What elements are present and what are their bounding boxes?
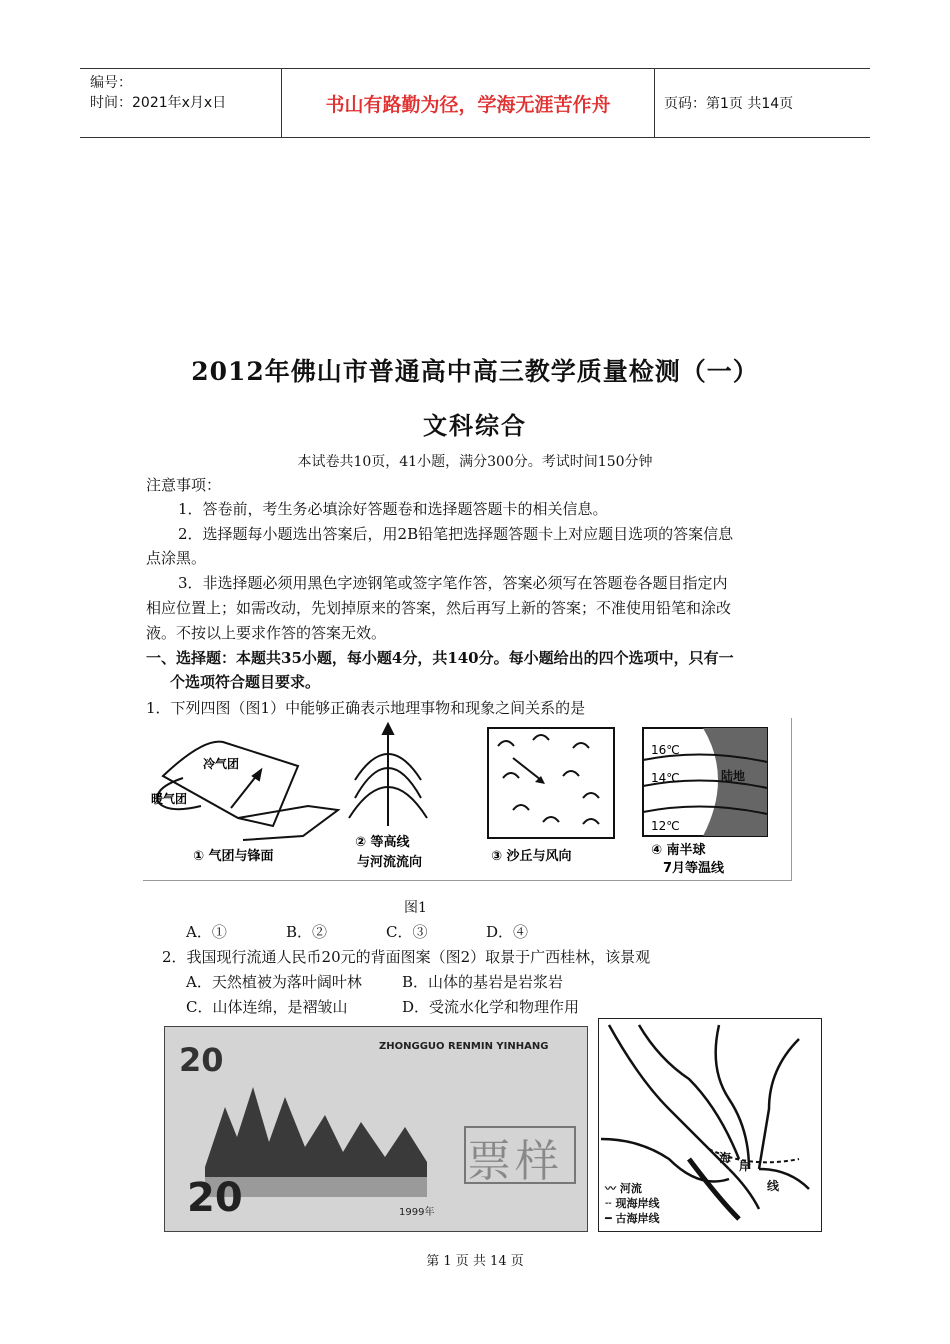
q1-option-c: C．③ xyxy=(386,923,428,941)
legend-ancient-coast: ━ 古海岸线 xyxy=(605,1212,660,1225)
q2-stem: 2．我国现行流通人民币20元的背面图案（图2）取景于广西桂林，该景观 xyxy=(162,948,651,966)
fig1-caption: 图1 xyxy=(404,900,427,916)
p2-caption-2: 与河流流向 xyxy=(357,855,423,870)
map-legend xyxy=(605,1181,659,1226)
map-label-an: 岸 xyxy=(739,1159,752,1173)
notes-heading: 注意事项： xyxy=(146,476,222,494)
map-label-hai: 海 xyxy=(719,1151,732,1165)
p3-caption: ③ 沙丘与风向 xyxy=(491,849,572,864)
q1-stem: 1．下列四图（图1）中能够正确表示地理事物和现象之间关系的是 xyxy=(146,699,586,717)
p1-caption: ① 气团与锋面 xyxy=(193,849,274,864)
figure-1 xyxy=(143,718,792,881)
note-3b: 相应位置上；如需改动，先划掉原来的答案，然后再写上新的答案；不准使用铅笔和涂改 xyxy=(146,599,732,617)
header-meta-cell xyxy=(80,69,282,137)
p4-temp-12: 12℃ xyxy=(651,819,680,833)
q2-option-d: D．受流水化学和物理作用 xyxy=(402,998,580,1016)
panel-2-contour-diagram xyxy=(349,724,427,826)
q1-option-d: D．④ xyxy=(486,923,529,941)
banknote-image xyxy=(164,1026,588,1232)
section1-line1: 一、选择题：本题共35小题，每小题4分，共140分。每小题给出的四个选项中，只有一 xyxy=(146,649,734,667)
p4-land-label: 陆地 xyxy=(721,769,746,783)
note-2a: 2．选择题每小题选出答案后，用2B铅笔把选择题答题卡上对应题目选项的答案信息 xyxy=(178,525,734,543)
q2-option-a: A．天然植被为落叶阔叶林 xyxy=(186,973,362,991)
note-1: 1．答卷前，考生务必填涂好答题卷和选择题答题卡的相关信息。 xyxy=(178,500,608,518)
map-label-xian: 线 xyxy=(767,1179,780,1193)
panel-1-front-diagram xyxy=(157,742,338,840)
header-table xyxy=(80,68,870,138)
legend-current-coast: ╌ 现海岸线 xyxy=(605,1197,660,1210)
time-label: 时间：2021年x月x日 xyxy=(90,95,227,111)
p4-caption-2: 7月等温线 xyxy=(663,861,725,876)
note-year: 1999年 xyxy=(399,1207,435,1218)
q2-option-c: C．山体连绵，是褶皱山 xyxy=(186,998,348,1016)
note-3c: 液。不按以上要求作答的答案无效。 xyxy=(146,624,387,642)
p2-caption-1: ② 等高线 xyxy=(355,835,410,850)
note-bank-name: ZHONGGUO RENMIN YINHANG xyxy=(379,1041,549,1052)
p4-temp-14: 14℃ xyxy=(651,771,680,785)
coastline-map xyxy=(598,1018,822,1232)
exam-info: 本试卷共10页，41小题，满分300分。考试时间150分钟 xyxy=(297,454,653,470)
q1-option-a: A．① xyxy=(186,923,227,941)
p1-cold-label: 冷气团 xyxy=(203,757,240,771)
motto: 书山有路勤为径，学海无涯苦作舟 xyxy=(282,69,655,137)
page-info: 页码：第1页 共14页 xyxy=(664,96,794,112)
p4-temp-16: 16℃ xyxy=(651,743,680,757)
section1-line2: 个选项符合题目要求。 xyxy=(170,673,321,691)
exam-title: 2012年佛山市普通高中高三教学质量检测（一） xyxy=(191,357,759,386)
panel-3-dune-diagram xyxy=(488,728,614,838)
note-specimen: 票样 xyxy=(467,1136,563,1187)
q1-option-b: B．② xyxy=(286,923,328,941)
q2-option-b: B．山体的基岩是岩浆岩 xyxy=(402,973,564,991)
p1-warm-label: 暖气团 xyxy=(151,792,188,806)
note-2b: 点涂黑。 xyxy=(146,549,207,567)
note-denom-top: 20 xyxy=(179,1041,224,1079)
p4-caption-1: ④ 南半球 xyxy=(651,843,706,858)
serial-label: 编号： xyxy=(90,75,132,91)
note-denom-bottom: 20 xyxy=(187,1175,243,1221)
note-3a: 3．非选择题必须用黑色字迹钢笔或签字笔作答，答案必须写在答题卷各题目指定内 xyxy=(178,574,728,592)
figure-1-svg xyxy=(143,718,791,880)
footer-page: 第 1 页 共 14 页 xyxy=(426,1254,524,1269)
legend-river: 〰 河流 xyxy=(605,1182,642,1195)
exam-subtitle: 文科综合 xyxy=(423,411,527,440)
